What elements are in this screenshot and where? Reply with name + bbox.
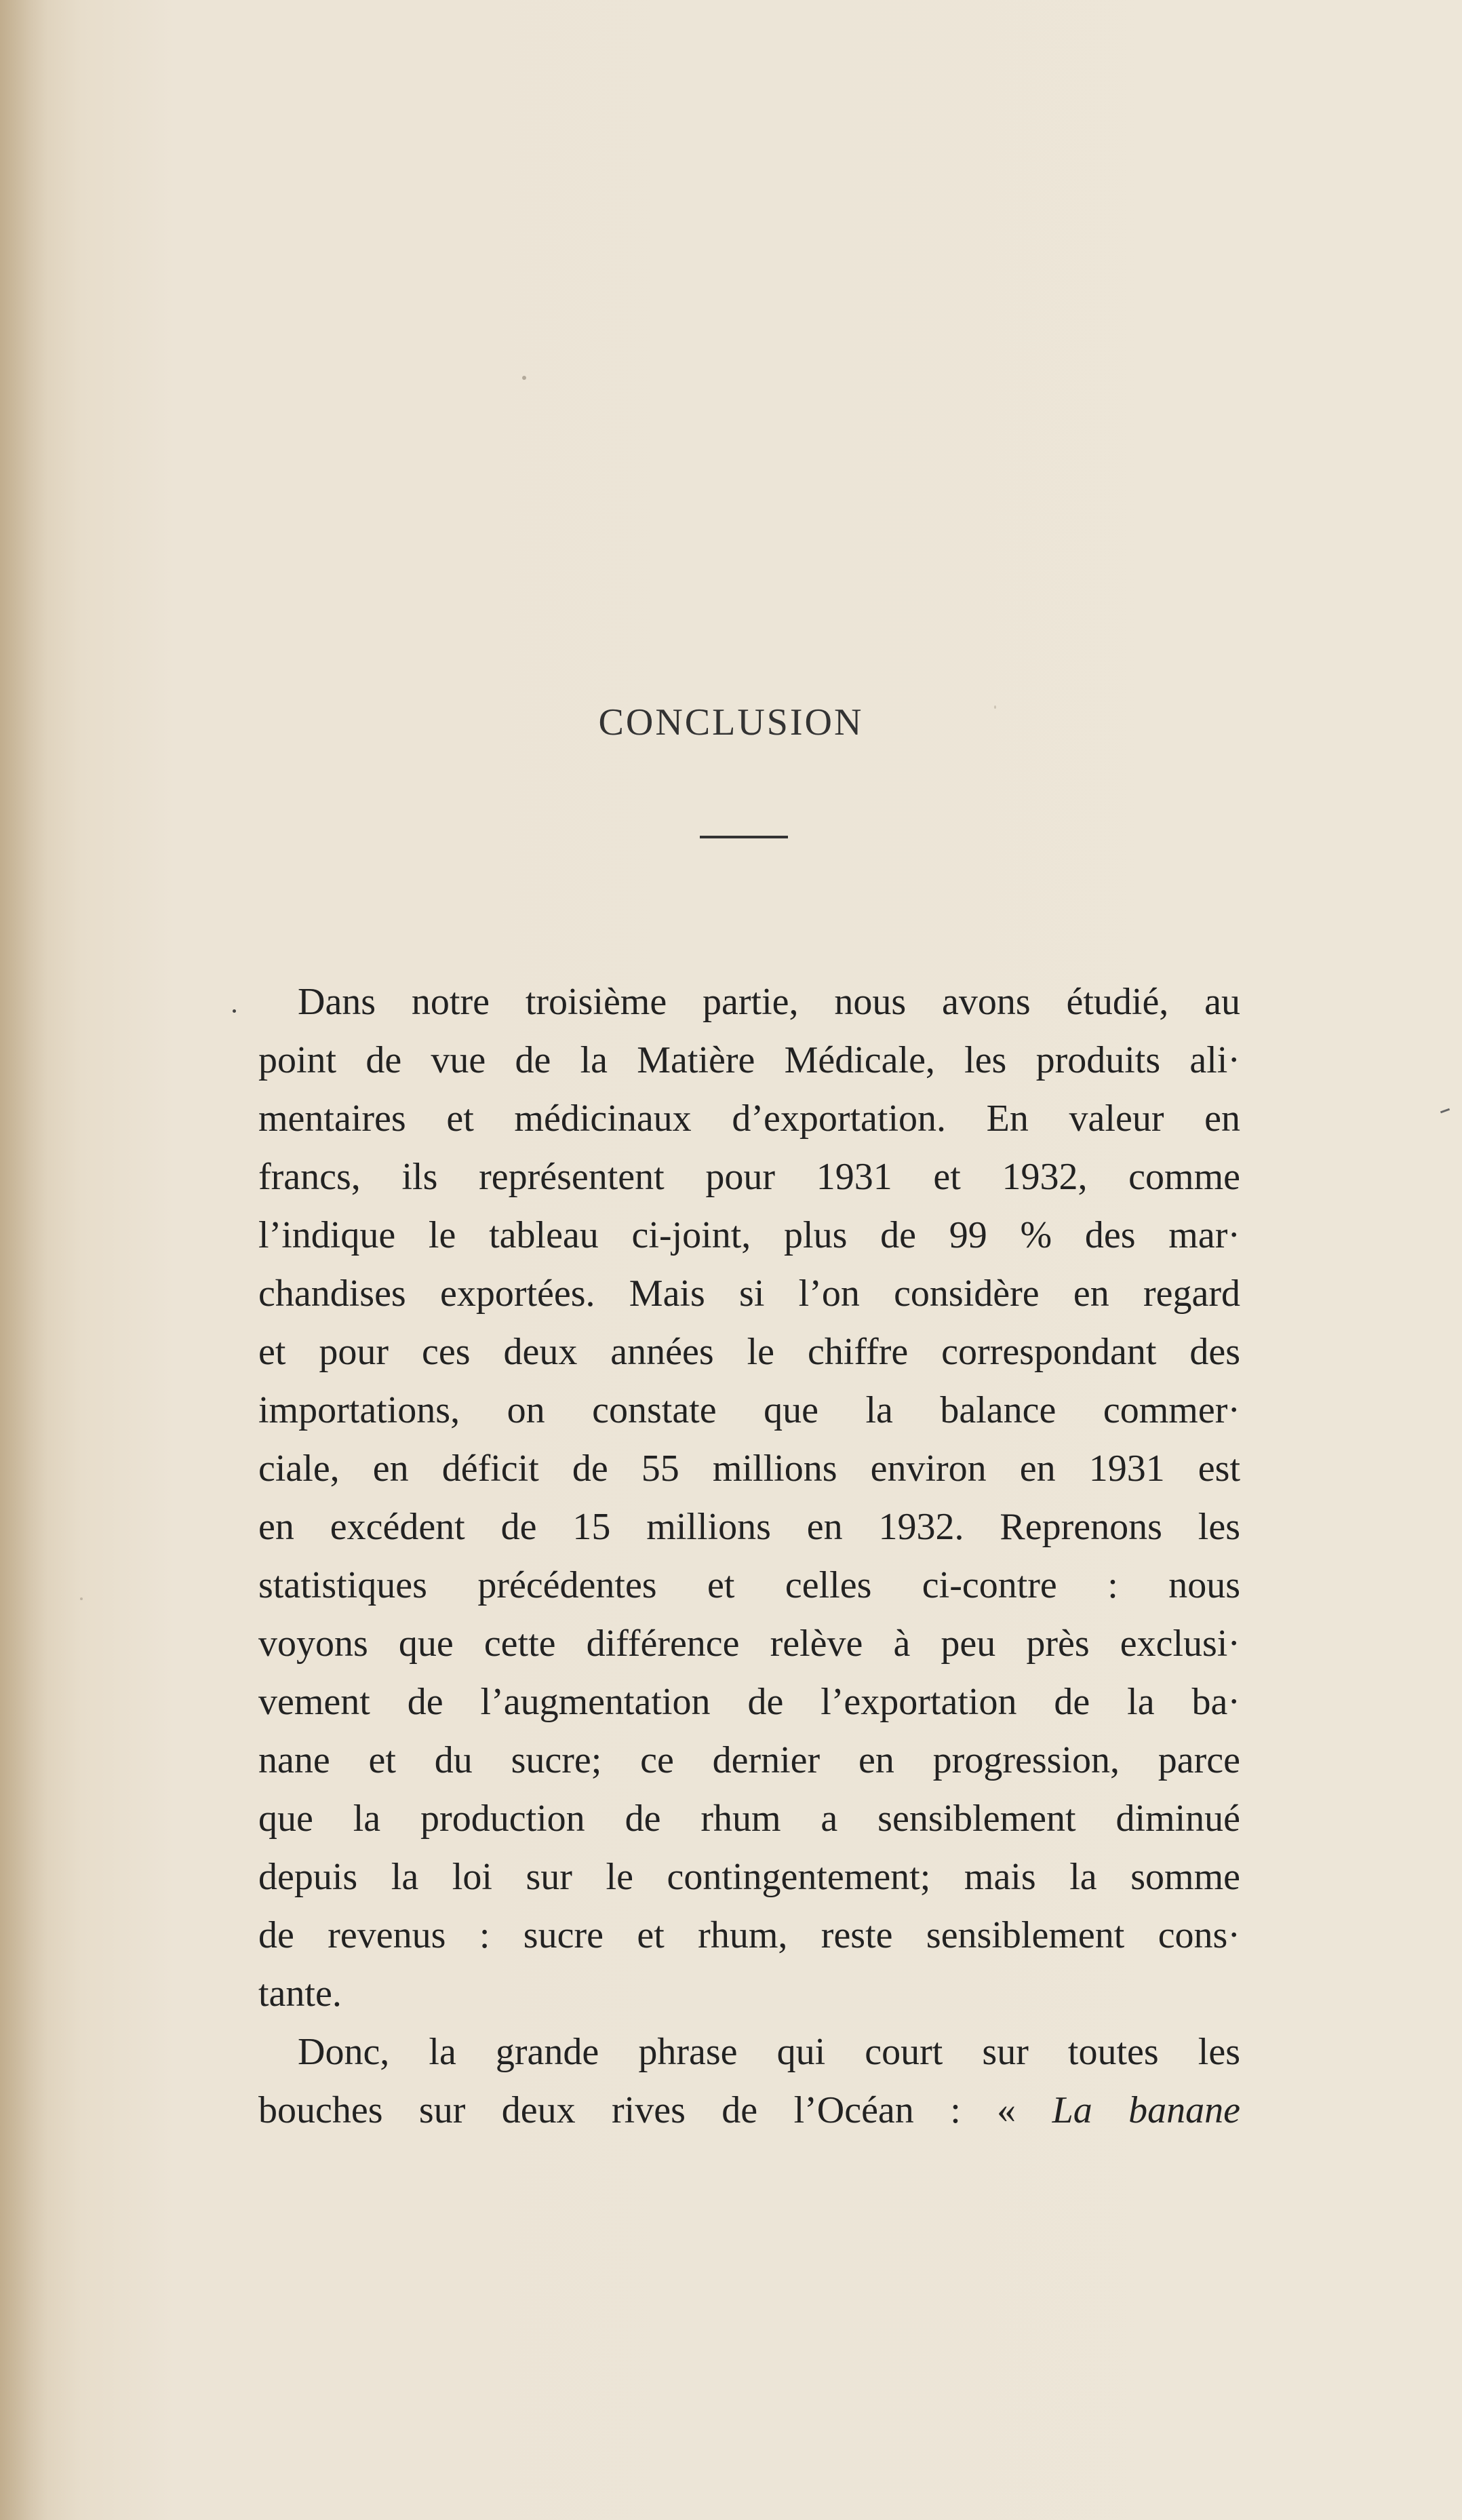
text-line: Dans notre troisième partie, nous avons étudié, au bbox=[298, 981, 1240, 1023]
text-line: point de vue de la Matière Médicale, les produits ali· bbox=[258, 1039, 1240, 1081]
text-line: et pour ces deux années le chiffre correspondant des bbox=[258, 1331, 1240, 1373]
page-edge-shadow bbox=[0, 0, 47, 2520]
text-line: mentaires et médicinaux d’exportation. En valeur en bbox=[258, 1098, 1240, 1140]
text-line: voyons que cette différence relève à peu près exclusi· bbox=[258, 1623, 1240, 1665]
title-rule bbox=[700, 836, 788, 838]
text-line: de revenus : sucre et rhum, reste sensiblement cons· bbox=[258, 1914, 1240, 1956]
text-line: francs, ils représentent pour 1931 et 1932, comme bbox=[258, 1156, 1240, 1198]
text-line: importations, on constate que la balance commer· bbox=[258, 1389, 1240, 1431]
margin-dot bbox=[233, 1009, 236, 1013]
body-text bbox=[258, 973, 1240, 2139]
italic-phrase: La banane bbox=[1052, 2089, 1241, 2131]
text-line: ciale, en déficit de 55 millions environ en 1931 est bbox=[258, 1448, 1240, 1490]
text-line: en excédent de 15 millions en 1932. Reprenons les bbox=[258, 1506, 1240, 1548]
page-title: CONCLUSION bbox=[598, 701, 864, 743]
text-line: depuis la loi sur le contingentement; mais la somme bbox=[258, 1856, 1240, 1898]
text-line-final bbox=[258, 2081, 1240, 2139]
text-line: l’indique le tableau ci-joint, plus de 99 % des mar· bbox=[258, 1214, 1240, 1256]
paper-speck bbox=[522, 376, 526, 380]
text-line: chandises exportées. Mais si l’on considère en regard bbox=[258, 1273, 1240, 1315]
text-line: que la production de rhum a sensiblement diminué bbox=[258, 1798, 1240, 1840]
paper-speck bbox=[80, 1597, 83, 1600]
text-line: Donc, la grande phrase qui court sur toutes les bbox=[298, 2031, 1240, 2073]
margin-mark bbox=[1440, 1108, 1450, 1114]
text-line: nane et du sucre; ce dernier en progression, parce bbox=[258, 1739, 1240, 1781]
text-line: statistiques précédentes et celles ci-contre : nous bbox=[258, 1564, 1240, 1606]
text-line: tante. bbox=[258, 1973, 342, 2015]
text-line-final-roman: bouches sur deux rives de l’Océan : « bbox=[258, 2089, 1016, 2131]
text-line: vement de l’augmentation de l’exportation de la ba· bbox=[258, 1681, 1240, 1723]
